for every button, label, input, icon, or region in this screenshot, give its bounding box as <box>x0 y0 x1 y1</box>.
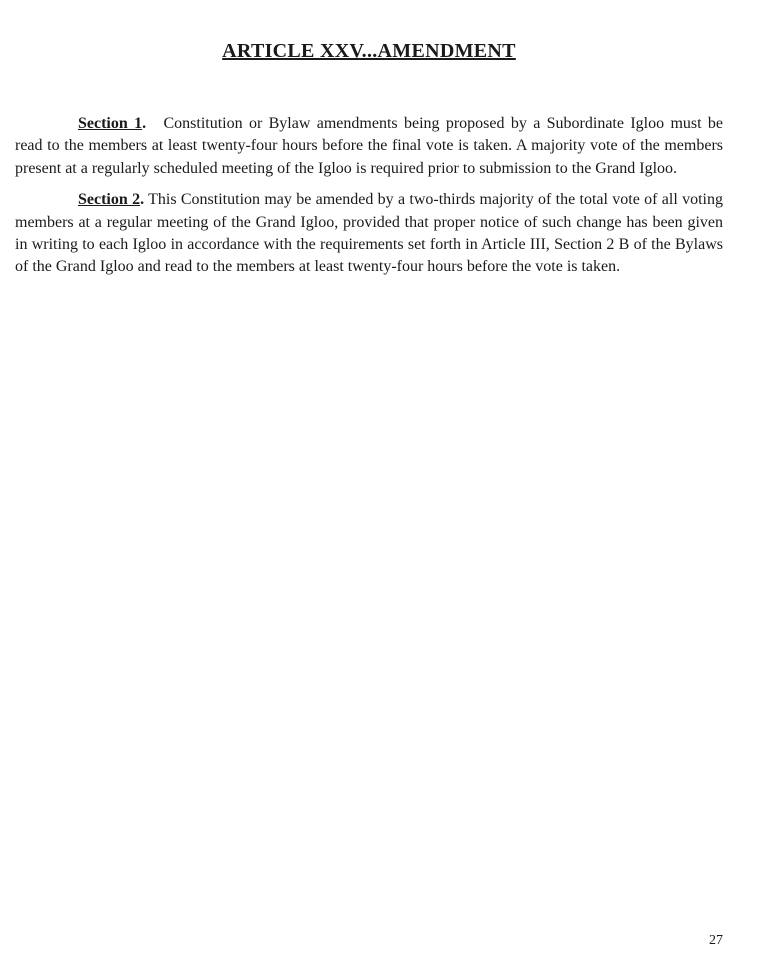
section-2-label-suffix: . <box>140 191 145 209</box>
section-2-label: Section 2 <box>78 191 141 209</box>
section-2-paragraph <box>15 189 723 279</box>
document-body <box>15 113 723 279</box>
section-1-paragraph <box>15 113 723 180</box>
section-2-text: This Constitution may be amended by a two-thirds majority of the total vote of all voting members at a regular meeting of the Grand Igloo, provided that proper notice of such change has been given in writing to each Igloo in accordance with the requirements set forth in Article III, Section 2 B of the Bylaws of the Grand Igloo and read to the members at least twenty-four hours before the vote is taken. <box>15 191 723 276</box>
section-1-label-suffix: . <box>142 115 147 132</box>
page-number: 27 <box>709 933 723 948</box>
page-title: ARTICLE XXV...AMENDMENT <box>222 40 516 62</box>
section-1-text: Constitution or Bylaw amendments being proposed by a Subordinate Igloo must be read to the members at least twenty-four hours before the final vote is taken. A majority vote of the members present at a regularly scheduled meeting of the Igloo is required prior to submission to the Grand Igloo. <box>15 115 724 177</box>
section-1-label: Section 1 <box>78 115 143 132</box>
